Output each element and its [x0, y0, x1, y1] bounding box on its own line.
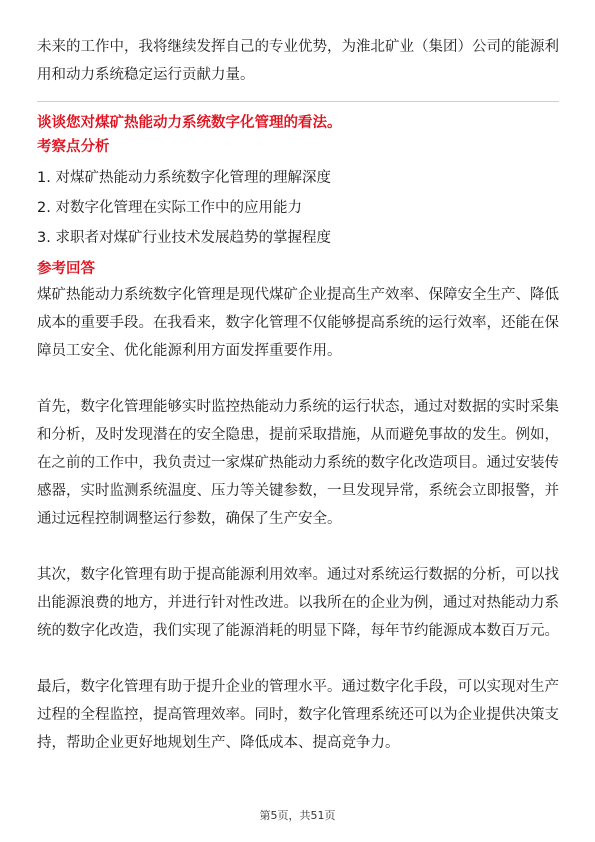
- answer-paragraph: 首先，数字化管理能够实时监控热能动力系统的运行状态，通过对数据的实时采集和分析，及时发现潜在的安全隐患，提前采取措施，从而避免事故的发生。例如，在之前的工作中，我负责过一家煤矿热能动力系统的数字化改造项目。通过安装传感器，实时监测系统温度、压力等关键参数，一旦发现异常，系统会立即报警，并通过远程控制调整运行参数，确保了生产安全。: [37, 399, 559, 527]
- page-number-footer: 第5页，共51页: [259, 809, 336, 822]
- answer-body: [37, 281, 559, 785]
- analysis-point: 3. 求职者对煤矿行业技术发展趋势的掌握程度: [37, 230, 331, 246]
- analysis-heading: 考察点分析: [37, 139, 110, 155]
- section-divider: [37, 101, 559, 102]
- answer-paragraph: 最后，数字化管理有助于提升企业的管理水平。通过数字化手段，可以实现对生产过程的全程监控，提高管理效率。同时，数字化管理系统还可以为企业提供决策支持，帮助企业更好地规划生产、降低成本、提高竞争力。: [37, 679, 559, 751]
- answer-heading: 参考回答: [37, 261, 95, 277]
- question-title: 谈谈您对煤矿热能动力系统数字化管理的看法。: [37, 115, 342, 131]
- analysis-point: 2. 对数字化管理在实际工作中的应用能力: [37, 200, 302, 216]
- answer-paragraph: 其次，数字化管理有助于提高能源利用效率。通过对系统运行数据的分析，可以找出能源浪费的地方，并进行针对性改进。以我所在的企业为例，通过对热能动力系统的数字化改造，我们实现了能源消耗的明显下降，每年节约能源成本数百万元。: [37, 567, 559, 639]
- answer-paragraph: 煤矿热能动力系统数字化管理是现代煤矿企业提高生产效率、保障安全生产、降低成本的重要手段。在我看来，数字化管理不仅能够提高系统的运行效率，还能在保障员工安全、优化能源利用方面发挥重要作用。: [37, 287, 559, 359]
- analysis-point: 1. 对煤矿热能动力系统数字化管理的理解深度: [37, 170, 331, 186]
- intro-paragraph: 未来的工作中，我将继续发挥自己的专业优势，为淮北矿业（集团）公司的能源利用和动力系统稳定运行贡献力量。: [37, 39, 559, 83]
- analysis-points-list: [37, 163, 559, 253]
